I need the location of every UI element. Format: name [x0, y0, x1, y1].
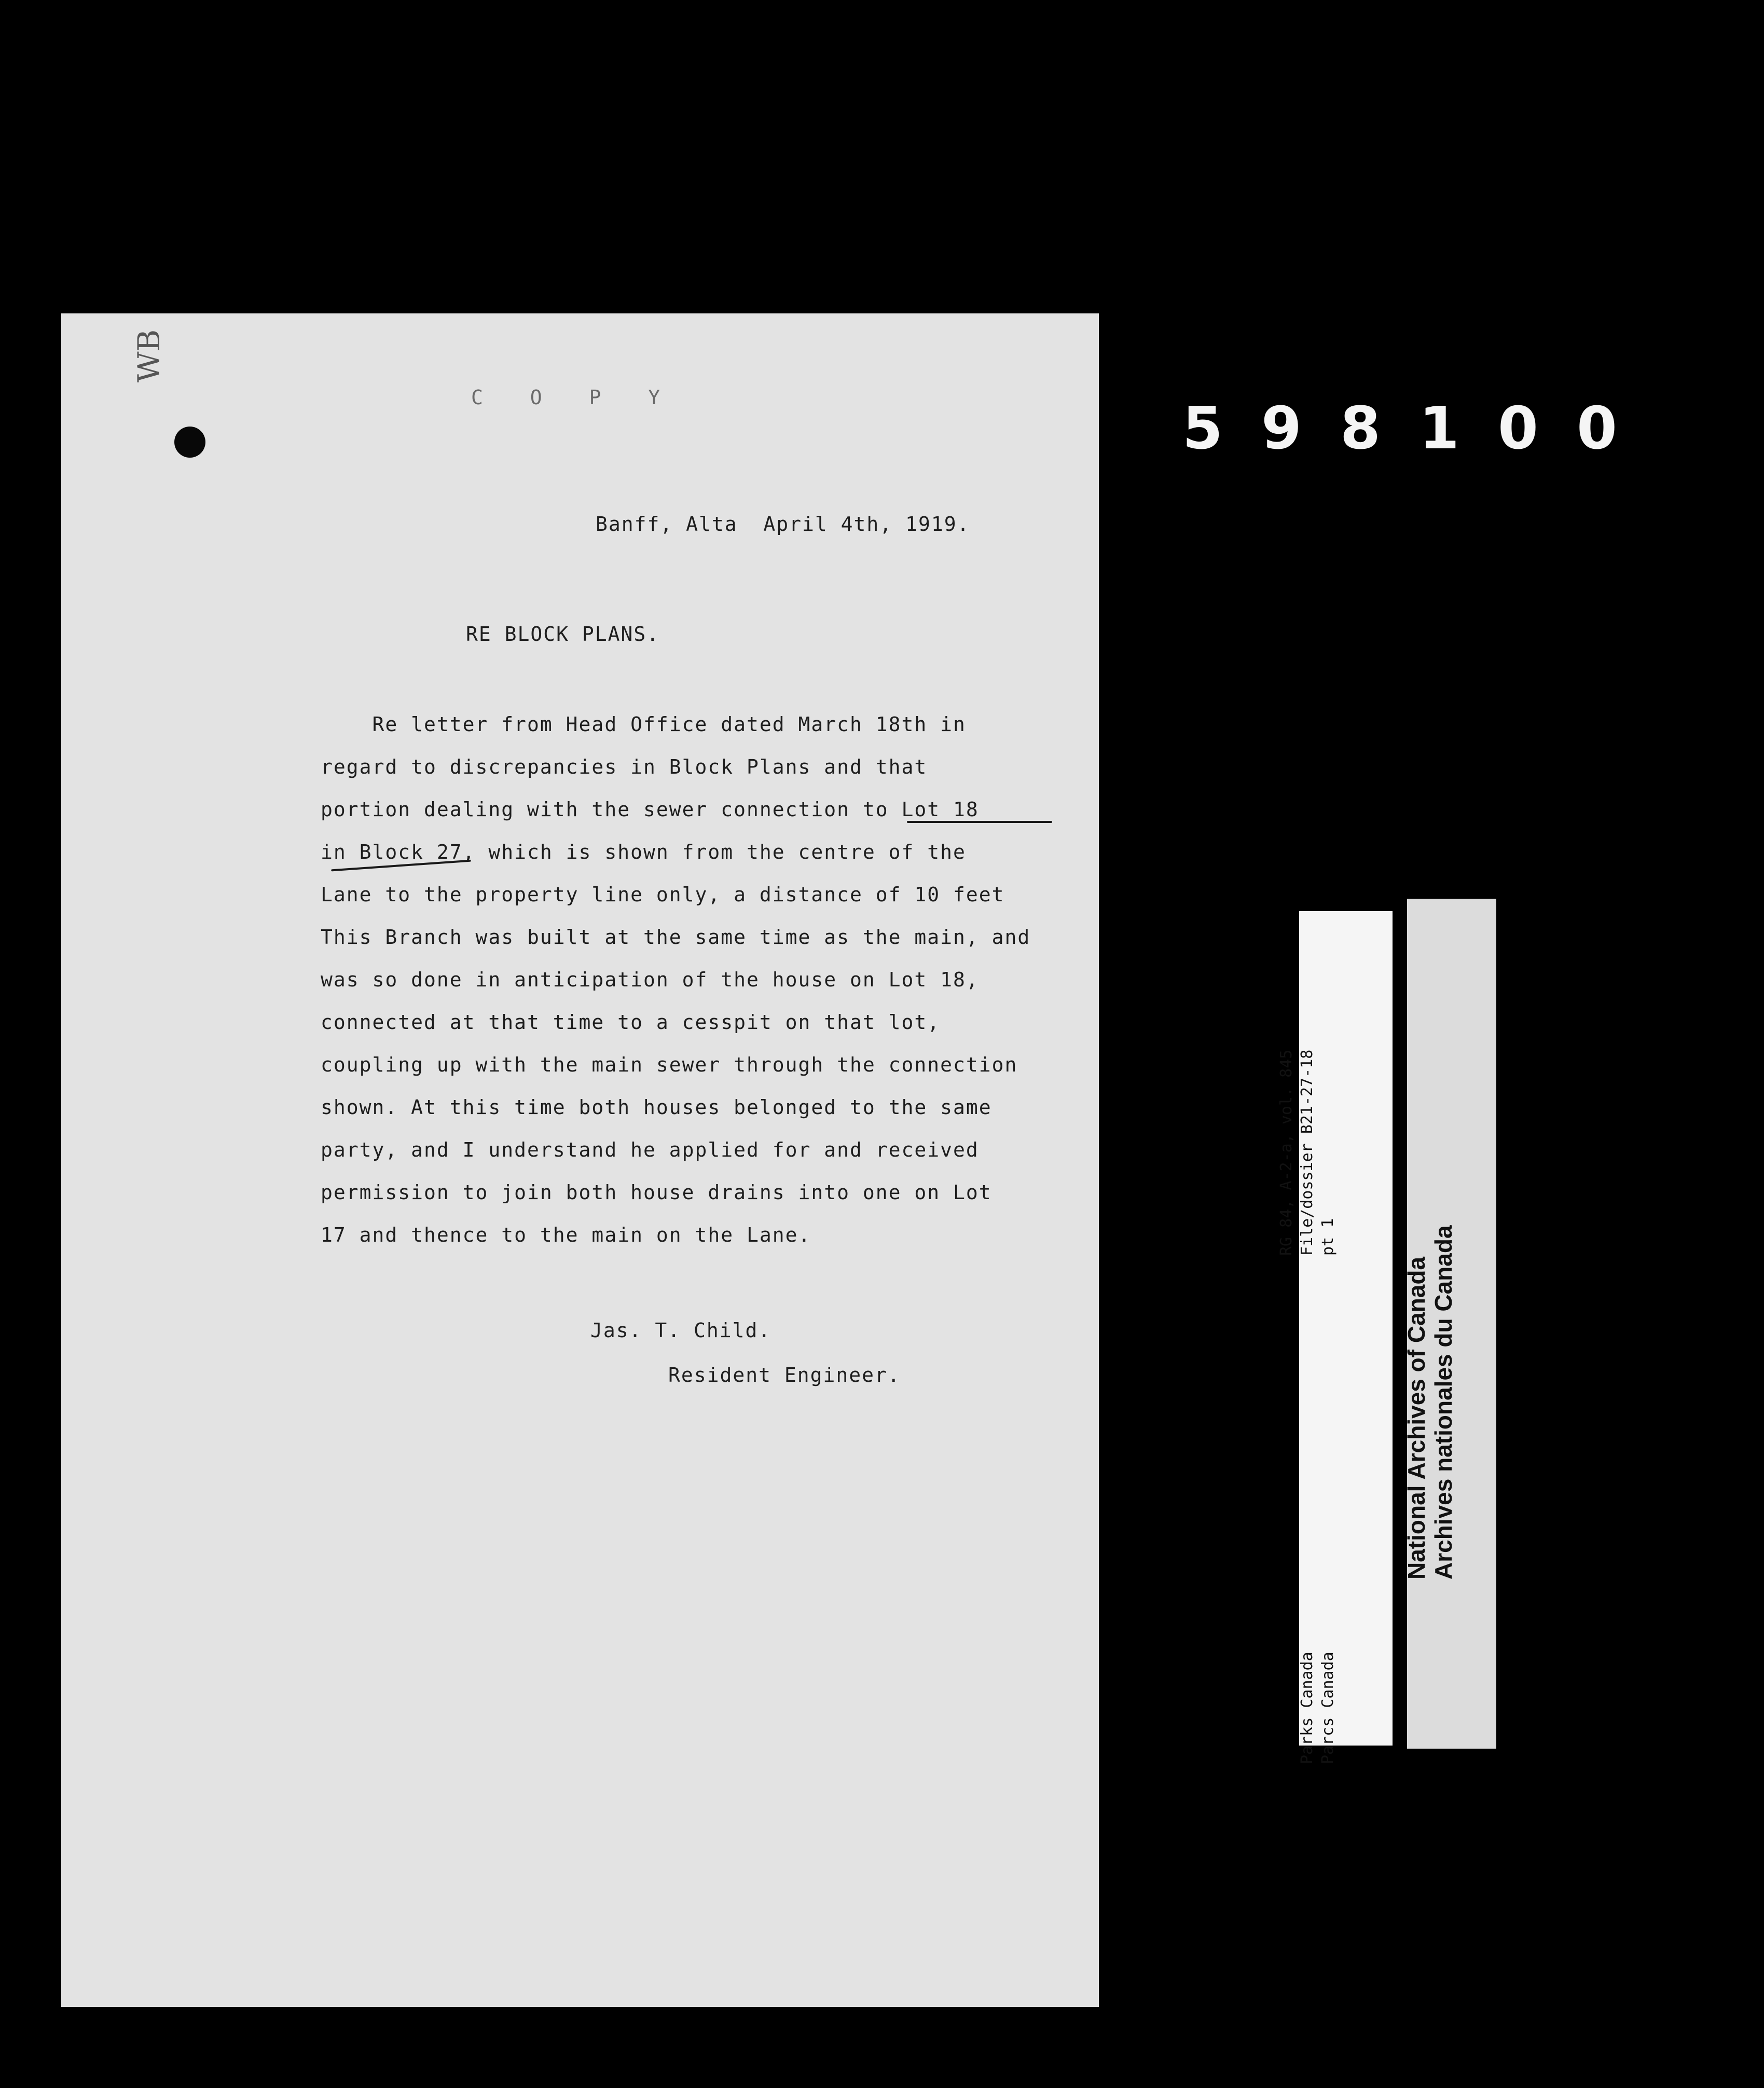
reference-line: File/dossier B21-27-18	[1298, 1049, 1316, 1256]
agency-name	[1297, 1652, 1339, 1764]
reference-line: RG 84, A-2-a, vol. 845	[1277, 1049, 1296, 1256]
archive-reference	[1276, 1050, 1339, 1256]
body-line: regard to discrepancies in Block Plans and that	[321, 755, 928, 778]
body-line: coupling up with the main sewer through the connection	[321, 1053, 1018, 1076]
document-page	[61, 313, 1099, 2007]
agency-name-en: Parks Canada	[1298, 1652, 1316, 1764]
body-line: in Block 27, which is shown from the centre of the	[321, 841, 966, 863]
frame-number	[1174, 395, 1626, 462]
body-line: This Branch was built at the same time as the main, and	[321, 926, 1031, 949]
frame-digit: 1	[1419, 395, 1459, 462]
archives-name-en: National Archives of Canada	[1403, 1256, 1430, 1579]
handwritten-underline	[907, 821, 1052, 823]
reference-line: pt 1	[1319, 1218, 1337, 1256]
dateline: Banff, Alta April 4th, 1919.	[596, 513, 970, 535]
archive-reference-label	[1299, 911, 1393, 1746]
body-line: permission to join both house drains into one on Lot	[321, 1181, 992, 1204]
body-line: Lane to the property line only, a distance of 10 feet	[321, 883, 1005, 906]
frame-digit: 0	[1498, 395, 1538, 462]
archives-name	[1403, 1225, 1457, 1579]
handwritten-note: WB	[131, 329, 167, 383]
archives-name-fr: Archives nationales du Canada	[1430, 1225, 1457, 1579]
frame-digit: 0	[1577, 395, 1617, 462]
body-line: 17 and thence to the main on the Lane.	[321, 1224, 811, 1246]
body-line: was so done in anticipation of the house on Lot 18,	[321, 968, 979, 991]
body-line: Re letter from Head Office dated March 18th in	[321, 713, 966, 736]
body-line: shown. At this time both houses belonged to the same	[321, 1096, 992, 1119]
signature-name: Jas. T. Child.	[590, 1319, 771, 1342]
body-line: connected at that time to a cesspit on that lot,	[321, 1011, 941, 1034]
body-line: party, and I understand he applied for and received	[321, 1138, 979, 1161]
body-line: portion dealing with the sewer connection to Lot 18	[321, 798, 979, 821]
agency-name-fr: Parcs Canada	[1319, 1652, 1337, 1764]
frame-digit: 5	[1182, 395, 1223, 462]
signature-title: Resident Engineer.	[668, 1364, 901, 1386]
frame-digit: 9	[1261, 395, 1302, 462]
subject-line: RE BLOCK PLANS.	[466, 623, 660, 645]
punch-hole	[174, 427, 205, 458]
copy-mark: C O P Y	[471, 386, 678, 409]
frame-digit: 8	[1340, 395, 1381, 462]
